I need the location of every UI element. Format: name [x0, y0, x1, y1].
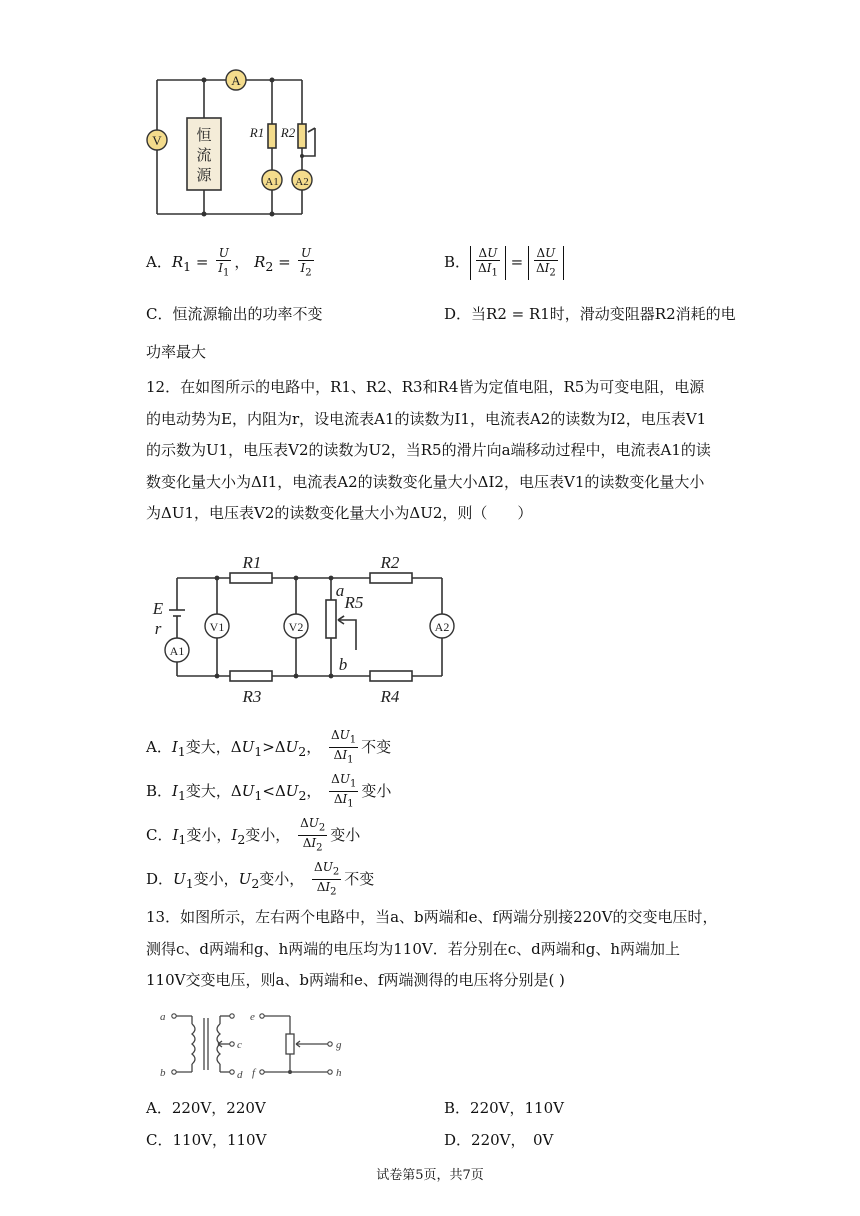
q13-option-c: C．110V，110V	[146, 1131, 267, 1149]
q13-option-d: D．220V， 0V	[444, 1131, 554, 1149]
terminal-a-label: a	[335, 581, 345, 600]
terminal-e-label: e	[250, 1011, 255, 1023]
resistor-r5-label: R5	[344, 593, 364, 612]
resistor-r1-label: R1	[249, 125, 265, 140]
terminal-d-label: d	[237, 1069, 243, 1081]
terminal-h-label: h	[336, 1067, 342, 1079]
terminal-g-label: g	[336, 1039, 342, 1051]
svg-text:恒: 恒	[196, 128, 212, 144]
ammeter-a1-label: A1	[265, 176, 279, 188]
resistor-r1-label: R1	[242, 553, 262, 572]
q12-stem: 12．在如图所示的电路中，R1、R2、R3和R4皆为定值电阻，R5为可变电阻，电源的电动势为E，内阻为r，设电流表A1的读数为I1，电流表A2的读数为I2，电压表V1的示数为U1，电压表V2的读数为U2，当R5的滑片向a端移动过程中，电流表A1的读数变化量大小为ΔI1，电流表A2的读数变化量大小ΔI2，电压表V1的读数变化量大小为ΔU1，电压表V2的读数变化量大小为ΔU2，则（ ）	[146, 378, 711, 522]
ammeter-a2-label: A2	[295, 176, 309, 188]
terminal-a-label: a	[160, 1011, 166, 1023]
q13-option-a: A．220V，220V	[146, 1099, 266, 1117]
resistor-r2-label: R2	[280, 125, 296, 140]
terminal-b-label: b	[160, 1067, 166, 1079]
q13-option-b: B．220V，110V	[444, 1099, 564, 1117]
q12-option-d: D．$U_1$变小，$U_2$变小， $\frac{\Delta U_2}{\Delta I_2}$ 不变	[146, 860, 375, 898]
resistor-r3-label: R3	[242, 687, 262, 706]
q12-option-c: C．$I_1$变小，$I_2$变小， $\frac{\Delta U_2}{\Delta I_2}$ 变小	[146, 816, 361, 854]
circuit-diagram-q12	[142, 548, 462, 708]
circuit-diagram-q11	[140, 66, 320, 218]
terminal-b-label: b	[338, 655, 348, 674]
terminal-f-label: f	[252, 1067, 256, 1079]
voltmeter-v1-label: V1	[209, 620, 225, 634]
page-footer: 试卷第5页，共7页	[376, 1168, 484, 1183]
circuit-diagram-q13	[154, 1008, 354, 1084]
resistor-r2-label: R2	[380, 553, 400, 572]
emf-label: E	[152, 599, 164, 618]
q13-stem: 13．如图所示，左右两个电路中，当a、b两端和e、f两端分别接220V的交变电压时，测得c、d两端和g、h两端的电压均为110V．若分别在c、d两端和g、h两端加上110V交变电压，则a、b两端和e、f两端测得的电压将分别是( )	[146, 908, 718, 989]
svg-text:源: 源	[196, 168, 212, 184]
svg-text:流: 流	[196, 148, 212, 164]
voltmeter-label: V	[152, 133, 162, 148]
q11-option-a: A．$R_1$ = $\frac{U}{I_1}$ ， $R_2$ = $\frac{U}{I_2}$	[146, 246, 312, 279]
ammeter-a1-label: A1	[169, 644, 185, 658]
terminal-c-label: c	[237, 1039, 242, 1051]
ammeter-a2-label: A2	[434, 620, 450, 634]
q11-option-d: D．当R2 = R1时，滑动变阻器R2消耗的电	[444, 305, 736, 323]
q12-option-a: A．$I_1$变大，$\Delta U_1>\Delta U_2$， $\frac{\Delta U_1}{\Delta I_1}$ 不变	[146, 728, 392, 766]
current-source-label: 恒流源	[140, 66, 143, 67]
internal-resistance-label: r	[154, 619, 162, 638]
resistor-r4-label: R4	[380, 687, 400, 706]
ammeter-label: A	[231, 73, 241, 88]
voltmeter-v2-label: V2	[288, 620, 304, 634]
q11-option-c: C．恒流源输出的功率不变	[146, 305, 323, 323]
q11-option-d-cont: 功率最大	[146, 343, 207, 361]
q12-option-b: B．$I_1$变大，$\Delta U_1<\Delta U_2$， $\frac{\Delta U_1}{\Delta I_1}$ 变小	[146, 772, 392, 810]
q11-option-b: B． $\frac{\Delta U}{\Delta I_1}$ = $\frac{\Delta U}{\Delta I_2}$	[444, 246, 564, 280]
